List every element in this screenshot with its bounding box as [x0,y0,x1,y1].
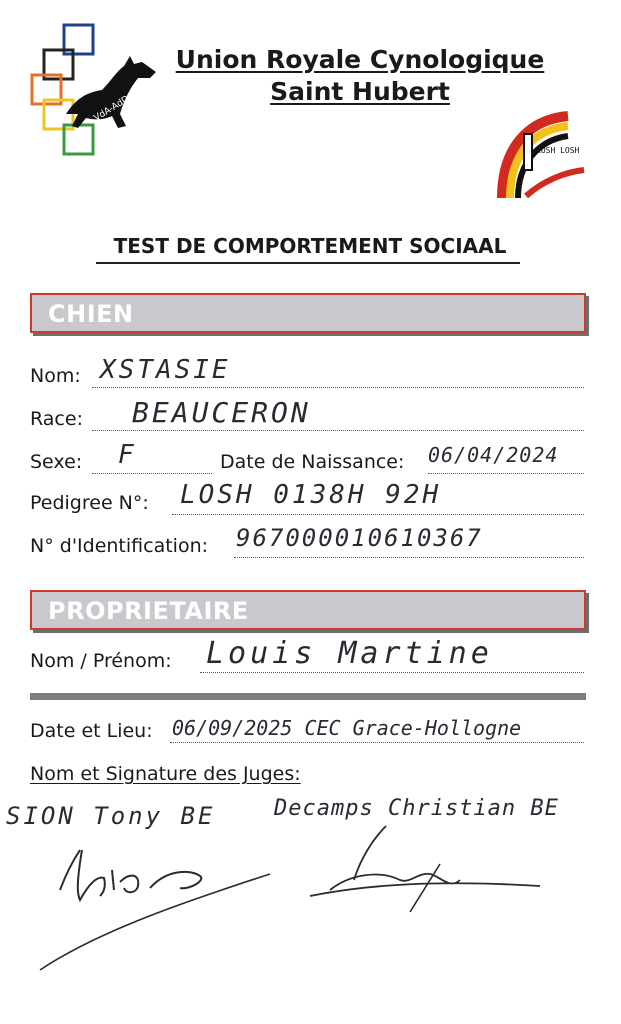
section-bar-dog [30,293,586,333]
date-place-label: Date et Lieu: [30,720,153,742]
document-title: TEST DE COMPORTEMENT SOCIAAL [113,234,507,258]
sex-label: Sexe: [30,451,83,473]
judge-1-signature [20,830,280,980]
dog-name-line [92,387,584,388]
dog-name-label: Nom: [30,365,81,387]
breed-line [92,430,584,431]
section-bar-owner [30,590,586,630]
date-place-value: 06/09/2025 CEC Grace-Hollogne [172,716,522,740]
dog-name-value: XSTASIE [100,355,231,385]
birth-date-label: Date de Naissance: [220,451,405,473]
identification-line [234,557,584,558]
org-line-1: Union Royale Cynologique [175,45,545,74]
pedigree-label: Pedigree N°: [30,492,149,514]
pedigree-value: LOSH 0138H 92H [180,480,442,510]
owner-name-value: Louis Martine [206,636,493,671]
losh-logo [496,110,586,202]
birth-date-line [428,473,584,474]
vda-add-logo [28,22,160,158]
org-line-2: Saint Hubert [270,77,450,106]
section-divider [30,693,586,700]
judge-1-name: SION Tony BE [6,802,216,830]
date-place-line [170,742,584,743]
judge-2-name: Decamps Christian BE [274,796,559,821]
judge-2-signature [290,820,560,920]
logo-left-text: VdA-AdD [92,94,132,124]
breed-label: Race: [30,408,83,430]
section-heading-dog: CHIEN [48,300,134,328]
dog-silhouette-icon [28,22,160,158]
organization-title [160,44,560,108]
breed-value: BEAUCERON [132,396,311,429]
identification-value: 967000010610367 [236,524,483,552]
title-underline [96,262,520,264]
owner-name-label: Nom / Prénom: [30,650,172,672]
section-heading-owner: PROPRIETAIRE [48,597,249,625]
sex-line [92,473,212,474]
birth-date-value: 06/04/2024 [428,443,559,467]
identification-label: N° d'Identification: [30,535,209,557]
judges-label: Nom et Signature des Juges: [30,763,301,785]
owner-name-line [200,672,584,673]
sex-value: F [118,440,137,470]
losh-emblem-icon [496,110,586,202]
pedigree-line [172,514,584,515]
logo-right-text: KUSH LOSH [536,146,580,155]
